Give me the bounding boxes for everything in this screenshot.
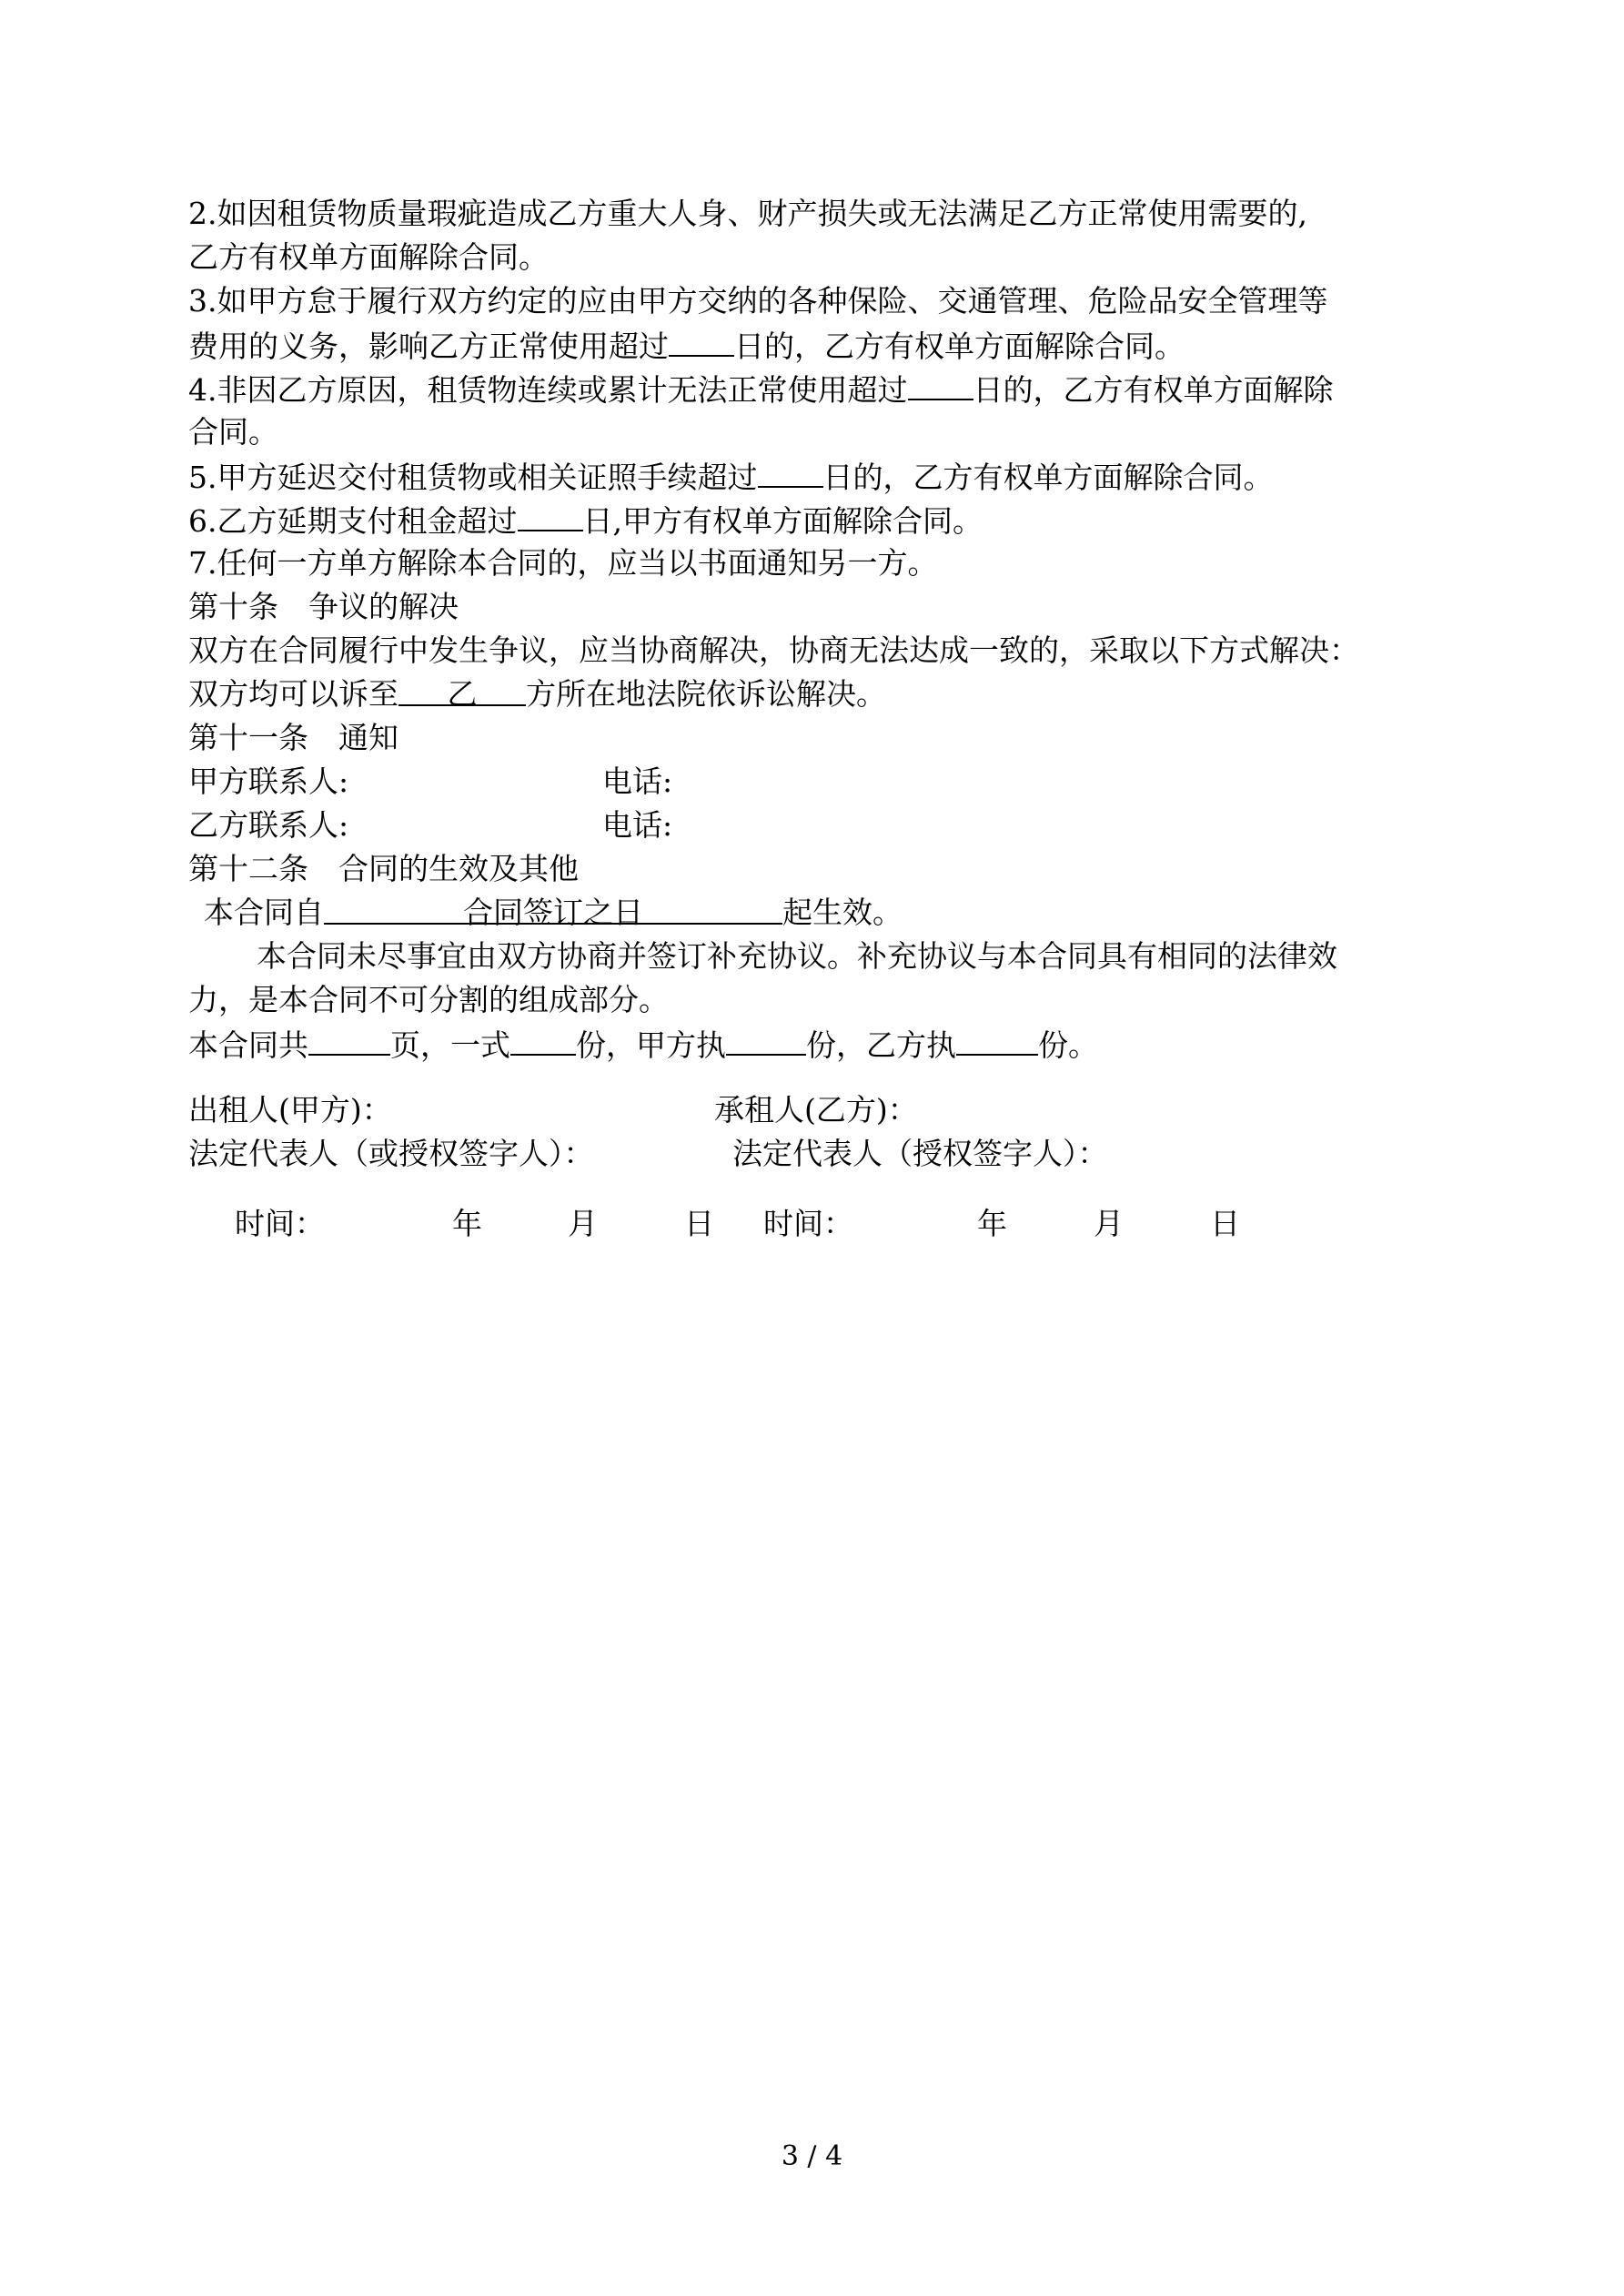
clause-text: 起生效。: [782, 895, 903, 930]
clause-text: 7.任何一方单方解除本合同的，应当以书面通知另一方。: [188, 545, 938, 581]
effective-date-line: [204, 892, 903, 934]
lessor-rep-label: 法定代表人（或授权签字人）：: [188, 1136, 594, 1171]
party-b-contact-label: 乙方联系人:: [188, 807, 349, 843]
lessor-time-label: 时间：: [235, 1206, 325, 1241]
lessor-year: 年: [452, 1206, 482, 1241]
copy-count-blank[interactable]: [510, 1023, 576, 1056]
lessee-rep-label: 法定代表人（授权签字人）：: [732, 1136, 1108, 1171]
clause-4-line-2: [188, 411, 278, 453]
clause-text: 2.如因租赁物质量瑕疵造成乙方重大人身、财产损失或无法满足乙方正常使用需要的,: [188, 196, 1307, 231]
clause-text: 合同。: [188, 414, 278, 450]
days-blank[interactable]: [908, 368, 973, 400]
copies-line: [188, 1023, 1098, 1067]
supplement-para-line-1: 本合同未尽事宜由双方协商并签订补充协议。补充协议与本合同具有相同的法律效: [257, 938, 1337, 974]
clause-text: 日,甲方有权单方面解除合同。: [582, 503, 983, 539]
clause-text: 日的，乙方有权单方面解除合同。: [822, 460, 1274, 495]
party-a-copies-blank[interactable]: [726, 1023, 806, 1056]
clause-5: [188, 455, 1274, 499]
lessee-time-label: 时间：: [763, 1206, 853, 1241]
lessor-month: 月: [568, 1206, 598, 1241]
lessor-label: 出租人(甲方)：: [188, 1092, 392, 1128]
clause-text: 双方均可以诉至: [188, 676, 398, 712]
clause-text: 日的，乙方有权单方面解除合同。: [734, 329, 1185, 364]
days-blank[interactable]: [669, 324, 734, 357]
clause-6: [188, 499, 983, 542]
clause-text: 页，一式: [390, 1027, 510, 1063]
page-number: 3 / 4: [781, 2140, 843, 2172]
court-party-blank[interactable]: 乙: [398, 673, 526, 706]
clause-3-line-2: [188, 324, 1185, 368]
clause-text: 费用的义务，影响乙方正常使用超过: [188, 329, 669, 364]
clause-text: 5.甲方延迟交付租赁物或相关证照手续超过: [188, 460, 758, 495]
clause-2-line-2: [188, 237, 549, 278]
party-b-phone-label: 电话:: [602, 807, 673, 843]
days-blank[interactable]: [758, 455, 823, 488]
clause-text: 乙方有权单方面解除合同。: [188, 239, 549, 275]
article-11-title: 第十一条 通知: [188, 720, 398, 755]
clause-text: 本合同自: [204, 895, 324, 930]
clause-text: 份。: [1038, 1027, 1098, 1063]
article-12-title: 第十二条 合同的生效及其他: [188, 851, 579, 886]
lessee-label: 承租人(乙方)：: [714, 1092, 918, 1128]
supplement-para-line-2: 力，是本合同不可分割的组成部分。: [188, 982, 669, 1017]
article-10-line-1: 双方在合同履行中发生争议，应当协商解决，协商无法达成一致的，采取以下方式解决：: [188, 632, 1359, 668]
clause-text: 3.如甲方怠于履行双方约定的应由甲方交纳的各种保险、交通管理、危险品安全管理等: [188, 283, 1328, 319]
article-10-title: 第十条 争议的解决: [188, 589, 459, 624]
clause-text: 份，乙方执: [806, 1027, 956, 1063]
days-blank[interactable]: [518, 499, 583, 531]
clause-text: 份，甲方执: [576, 1027, 726, 1063]
lessee-year: 年: [977, 1206, 1007, 1241]
page-count-blank[interactable]: [308, 1023, 390, 1056]
clause-2-line-1: [188, 193, 1307, 235]
clause-3-line-1: [188, 280, 1328, 322]
article-10-line-2: [188, 673, 886, 715]
clause-7: [188, 542, 938, 584]
lessor-day: 日: [684, 1206, 714, 1241]
lessee-month: 月: [1094, 1206, 1124, 1241]
clause-text: 本合同共: [188, 1027, 308, 1063]
effective-date-blank[interactable]: 合同签订之日: [324, 892, 782, 925]
party-a-phone-label: 电话:: [602, 764, 673, 799]
party-b-copies-blank[interactable]: [956, 1023, 1038, 1056]
clause-text: 日的，乙方有权单方面解除: [973, 372, 1334, 408]
clause-text: 方所在地法院依诉讼解决。: [526, 676, 886, 712]
party-a-contact-label: 甲方联系人:: [188, 764, 349, 799]
clause-text: 4.非因乙方原因，租赁物连续或累计无法正常使用超过: [188, 372, 908, 408]
clause-text: 6.乙方延期支付租金超过: [188, 503, 518, 539]
clause-4-line-1: [188, 368, 1334, 411]
lessee-day: 日: [1210, 1206, 1240, 1241]
